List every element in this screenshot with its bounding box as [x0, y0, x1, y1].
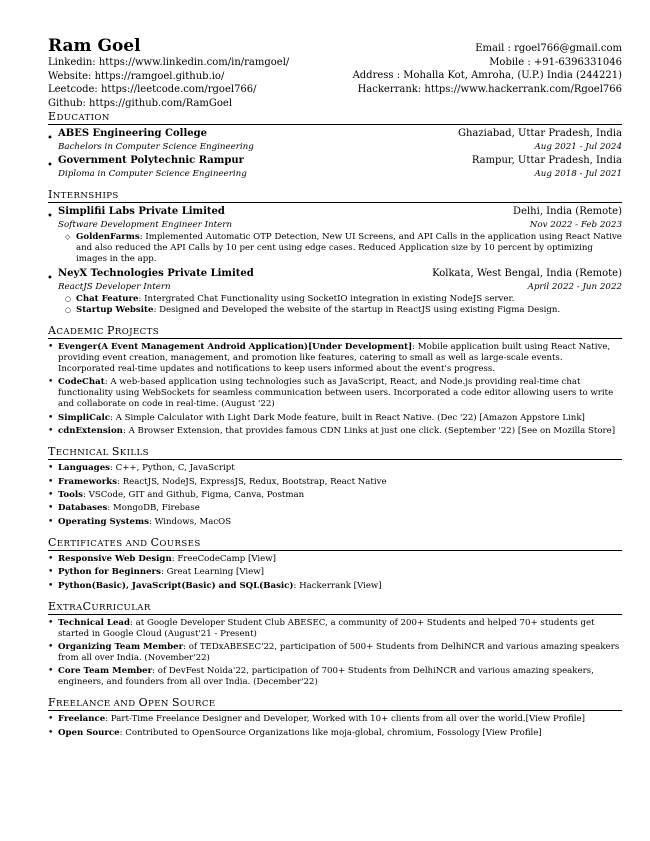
activity-item: • Organizing Team Member: of TEDxABESEC'22, participation of 500+ Students from DelhiNCR and various amazing speakers from all over India. (November'22)	[58, 642, 622, 664]
project-item: • CodeChat: A web-based application using technologies such as JavaScript, React, and Node.js providing real-time chat functionality using WebSockets for seamless communication between users. Incorporated a code editor allowing users to write and collaborate on code in real-time. (August '22)	[58, 377, 622, 410]
company-name: • Simplifii Labs Private Limited	[58, 206, 225, 217]
extracurricular-heading: EXTRACURRICULAR	[48, 600, 622, 615]
freelance-section	[48, 696, 622, 738]
skill-item: • Tools: VSCode, GIT and Github, Figma, Canva, Postman	[58, 490, 622, 501]
project-item: • Evenger(A Event Management Android Application)[Under Development]: Mobile application built using React Native, providing event creation, management, and promotion like features, catering to small as well as large-scale events. Incorporated real-time updates and notifications to keep users informed about the event's progress.	[58, 342, 622, 375]
skill-item: • Languages: C++, Python, C, JavaScript	[58, 463, 622, 474]
freelance-item: • Freelance: Part-Time Freelance Designer and Developer, Worked with 10+ clients from all over the world.[View Profile]	[58, 714, 622, 725]
resume-page	[48, 36, 622, 741]
internships-heading: INTERNSHIPS	[48, 188, 622, 203]
skill-item: • Operating Systems: Windows, MacOS	[58, 517, 622, 528]
header-right-contacts	[353, 42, 622, 96]
skills-heading: TECHNICAL SKILLS	[48, 445, 622, 460]
website-link[interactable]: Website: https://ramgoel.github.io/	[48, 70, 225, 82]
header-left-links	[48, 56, 289, 110]
internship-bullet: ◇ GoldenFarms: Implemented Automatic OTP Detection, New UI Screens, and API Calls in the application using React Native and also reduced the API Calls by 10 per cent using edge cases. Reduced Application size by 10 percent by optimizing images in the app.	[76, 232, 622, 265]
dates: April 2022 - Jun 2022	[527, 281, 622, 292]
project-item: • SimpliCalc: A Simple Calculator with Light Dark Mode feature, built in React Native. (Dec '22) [Amazon Appstore Link]	[58, 413, 622, 424]
education-entry	[48, 155, 622, 180]
school-name: • Government Polytechnic Rampur	[58, 155, 244, 166]
certificates-section	[48, 536, 622, 592]
project-item: • cdnExtension: A Browser Extension, that provides famous CDN Links at just one click. (September '22) [See on Mozilla Store]	[58, 426, 622, 437]
job-role: Software Development Engineer Intern	[58, 219, 232, 230]
dates: Aug 2021 - Jul 2024	[534, 141, 622, 152]
education-entry	[48, 128, 622, 153]
education-section	[48, 110, 622, 180]
company-name: • NeyX Technologies Private Limited	[58, 268, 254, 279]
candidate-name: Ram Goel	[48, 36, 141, 56]
leetcode-link[interactable]: Leetcode: https://leetcode.com/rgoel766/	[48, 84, 257, 95]
internship-bullet: ○ Startup Website: Designed and Developed the website of the startup in ReactJS using existing Figma Design.	[76, 305, 622, 316]
github-link[interactable]: Github: https://github.com/RamGoel	[48, 97, 233, 109]
extracurricular-section	[48, 600, 622, 689]
dates: Nov 2022 - Feb 2023	[529, 219, 622, 230]
certificate-item: • Python for Beginners: Great Learning [View]	[58, 567, 622, 578]
skill-item: • Databases: MongoDB, Firebase	[58, 503, 622, 514]
certificates-heading: CERTIFICATES AND COURSES	[48, 536, 622, 551]
linkedin-link[interactable]: Linkedin: https://www.linkedin.com/in/ramgoel/	[48, 57, 290, 68]
certificate-item: • Python(Basic), JavaScript(Basic) and SQL(Basic): Hackerrank [View]	[58, 581, 622, 592]
freelance-item: • Open Source: Contributed to OpenSource Organizations like moja-global, chromium, Fossology [View Profile]	[58, 728, 622, 739]
internship-entry	[48, 206, 622, 265]
freelance-heading: FREELANCE AND OPEN SOURCE	[48, 696, 622, 711]
address-contact: Address : Mohalla Kot, Amroha, (U.P.) India (244221)	[352, 70, 622, 81]
job-role: ReactJS Developer Intern	[58, 281, 171, 292]
internship-bullet: ○ Chat Feature: Intergrated Chat Functionality using SocketIO integration in existing NodeJS server.	[76, 294, 622, 305]
company-location: Kolkata, West Bengal, India (Remote)	[432, 268, 622, 279]
certificate-item: • Responsive Web Design: FreeCodeCamp [View]	[58, 554, 622, 565]
school-location: Ghaziabad, Uttar Pradesh, India	[458, 128, 622, 139]
projects-section	[48, 324, 622, 437]
activity-item: • Technical Lead: at Google Developer Student Club ABESEC, a community of 200+ Students and helped 70+ students get started in Google Cloud (August'21 - Present)	[58, 618, 622, 640]
degree: Bachelors in Computer Science Engineering	[58, 141, 254, 152]
mobile-contact: Mobile : +91-6396331046	[489, 56, 622, 68]
skills-section	[48, 445, 622, 528]
school-name: • ABES Engineering College	[58, 128, 207, 139]
internship-entry	[48, 268, 622, 316]
degree: Diploma in Computer Science Engineering	[58, 168, 247, 179]
education-heading: EDUCATION	[48, 110, 622, 125]
internships-section	[48, 188, 622, 316]
activity-item: • Core Team Member: of DevFest Noida'22, participation of 700+ Students from DelhiNCR and various amazing speakers, engineers, and founders from all over India. (December'22)	[58, 666, 622, 688]
resume-header	[48, 36, 622, 109]
hackerrank-link[interactable]: Hackerrank: https://www.hackerrank.com/Rgoel766	[357, 83, 622, 95]
dates: Aug 2018 - Jul 2021	[534, 168, 622, 179]
email-contact[interactable]: Email : rgoel766@gmail.com	[475, 43, 622, 54]
school-location: Rampur, Uttar Pradesh, India	[471, 155, 622, 166]
skill-item: • Frameworks: ReactJS, NodeJS, ExpressJS, Redux, Bootstrap, React Native	[58, 477, 622, 488]
company-location: Delhi, India (Remote)	[513, 206, 622, 217]
projects-heading: ACADEMIC PROJECTS	[48, 324, 622, 339]
